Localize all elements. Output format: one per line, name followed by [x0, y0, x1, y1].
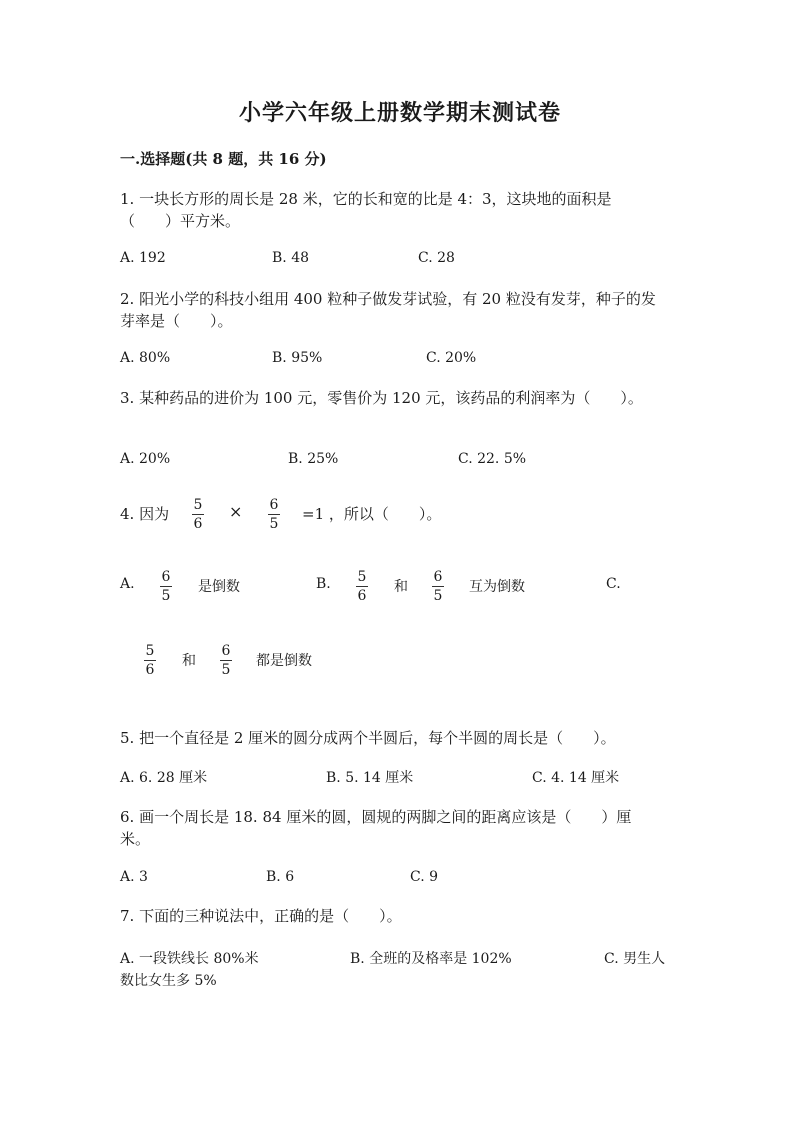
question-4-option-b-and: 和: [394, 579, 408, 595]
question-6-line-2: 米。: [120, 830, 151, 848]
question-1-option-c: C. 28: [418, 250, 455, 266]
question-1-line-1: 1. 一块长方形的周长是 28 米，它的长和宽的比是 4：3，这块地的面积是: [120, 190, 612, 208]
question-4-option-c-label: C.: [606, 576, 621, 592]
times-sign: ×: [229, 502, 243, 521]
question-1-option-b: B. 48: [272, 250, 310, 266]
fraction-numerator: 6: [269, 497, 279, 513]
fraction-denominator: 5: [161, 588, 171, 604]
question-7-line-1: 7. 下面的三种说法中，正确的是（ ）。: [120, 907, 402, 925]
question-3-option-b: B. 25%: [288, 451, 339, 467]
question-5-option-b: B. 5. 14 厘米: [326, 770, 414, 786]
question-4-option-a-label: A.: [120, 576, 135, 592]
question-6-option-b: B. 6: [266, 869, 295, 885]
question-4-option-b-fraction-1: [356, 569, 368, 604]
question-2-option-b: B. 95%: [272, 350, 323, 366]
question-1-line-2: （ ）平方米。: [120, 212, 241, 230]
question-3-option-c: C. 22. 5%: [458, 451, 527, 467]
question-4-prefix: 4. 因为: [120, 505, 170, 523]
question-7-option-c-line-2: 数比女生多 5%: [120, 973, 217, 989]
question-4-option-c-and: 和: [182, 653, 196, 669]
question-2-line-2: 芽率是（ ）。: [120, 312, 233, 330]
question-2-option-a: A. 80%: [120, 350, 171, 366]
question-3-line-1: 3. 某种药品的进价为 100 元，零售价为 120 元，该药品的利润率为（ ）。: [120, 389, 643, 407]
question-4-option-c-fraction-1: [144, 643, 156, 678]
fraction-numerator: 6: [221, 643, 231, 659]
question-6-option-c: C. 9: [410, 869, 439, 885]
fraction-denominator: 6: [145, 662, 155, 678]
question-4-fraction-1: [192, 497, 204, 532]
question-5-option-c: C. 4. 14 厘米: [532, 770, 620, 786]
fraction-denominator: 6: [193, 516, 203, 532]
fraction-denominator: 5: [221, 662, 231, 678]
page-title: 小学六年级上册数学期末测试卷: [238, 100, 561, 126]
question-7-option-a: A. 一段铁线长 80%米: [120, 951, 259, 967]
question-6-line-1: 6. 画一个周长是 18. 84 厘米的圆，圆规的两脚之间的距离应该是（ ）厘: [120, 808, 632, 826]
question-4-option-c-text: 都是倒数: [256, 653, 312, 669]
question-4-option-c-fraction-2: [220, 643, 232, 678]
fraction-numerator: 5: [145, 643, 155, 659]
fraction-denominator: 5: [433, 588, 443, 604]
question-2-line-1: 2. 阳光小学的科技小组用 400 粒种子做发芽试验，有 20 粒没有发芽，种子的发: [120, 290, 656, 308]
fraction-denominator: 6: [357, 588, 367, 604]
question-5-option-a: A. 6. 28 厘米: [120, 770, 208, 786]
question-3-option-a: A. 20%: [120, 451, 171, 467]
question-4-option-b-fraction-2: [432, 569, 444, 604]
fraction-numerator: 6: [433, 569, 443, 585]
question-7-option-c-line-1: C. 男生人: [604, 951, 666, 967]
question-7-option-b: B. 全班的及格率是 102%: [350, 951, 512, 967]
question-1-option-a: A. 192: [120, 250, 166, 266]
question-5-line-1: 5. 把一个直径是 2 厘米的圆分成两个半圆后，每个半圆的周长是（ ）。: [120, 729, 616, 747]
question-4-option-a-fraction: [160, 569, 172, 604]
section-heading: 一.选择题(共 8 题，共 16 分): [120, 150, 327, 168]
question-4-option-b-text: 互为倒数: [469, 579, 525, 595]
question-4-option-a-text: 是倒数: [198, 579, 240, 595]
question-6-option-a: A. 3: [120, 869, 148, 885]
fraction-numerator: 5: [357, 569, 367, 585]
question-2-option-c: C. 20%: [426, 350, 477, 366]
question-4-option-b-label: B.: [316, 576, 331, 592]
fraction-numerator: 5: [193, 497, 203, 513]
fraction-denominator: 5: [269, 516, 279, 532]
question-4-suffix: =1 ，所以（ ）。: [302, 505, 442, 523]
fraction-numerator: 6: [161, 569, 171, 585]
question-4-fraction-2: [268, 497, 280, 532]
